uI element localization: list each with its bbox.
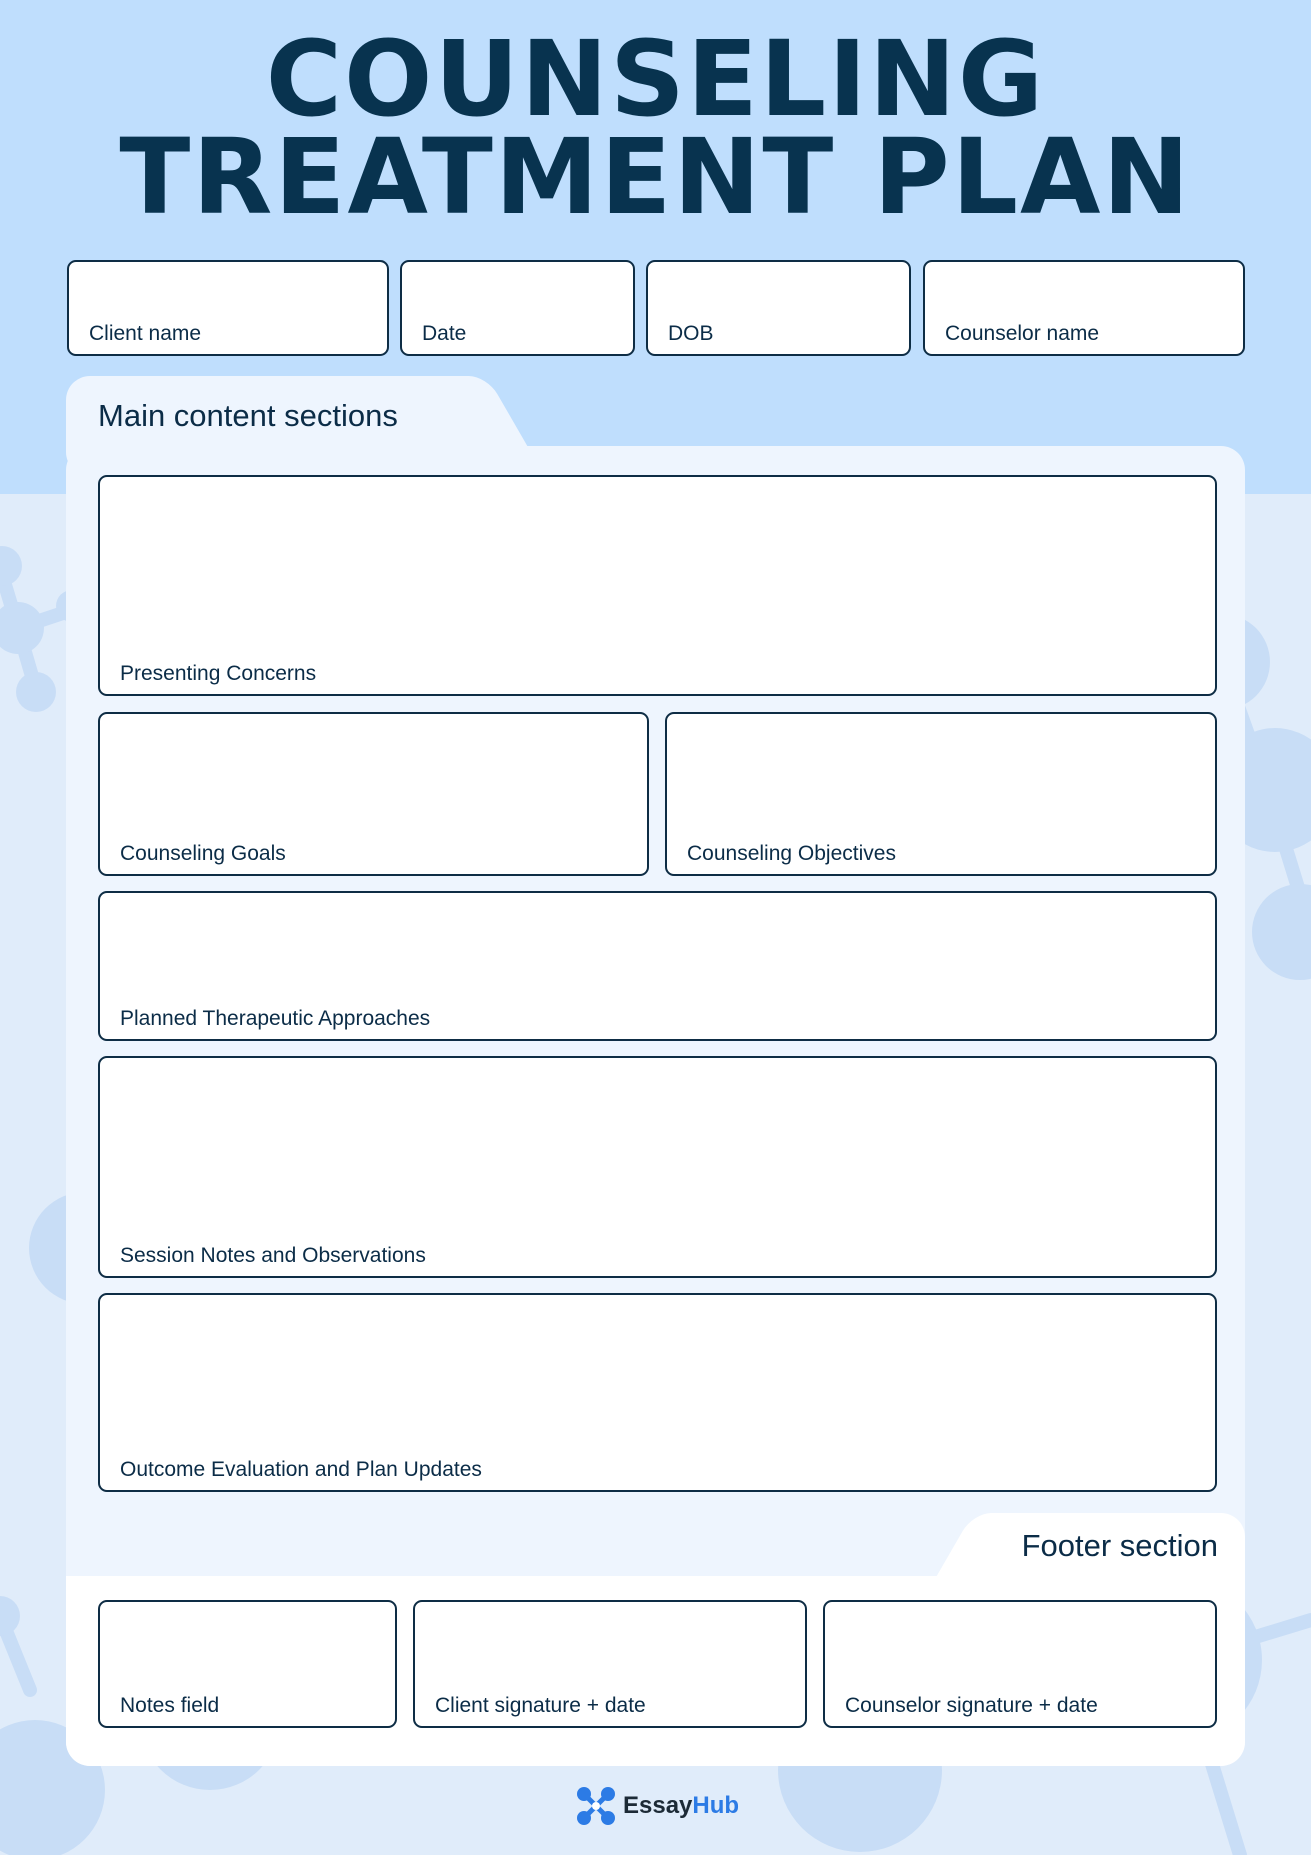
counseling-objectives-field[interactable] xyxy=(665,712,1217,876)
dob-field[interactable] xyxy=(646,260,911,356)
therapeutic-approaches-field[interactable] xyxy=(98,891,1217,1041)
counseling-goals-label: Counseling Goals xyxy=(120,842,286,865)
brand-name-part1: Essay xyxy=(623,1792,693,1819)
session-notes-field[interactable] xyxy=(98,1056,1217,1278)
counselor-signature-label: Counselor signature + date xyxy=(845,1694,1098,1717)
title-line-1: COUNSELING xyxy=(265,18,1046,140)
brand-name-part2: Hub xyxy=(692,1792,740,1819)
date-label: Date xyxy=(422,322,467,345)
footer-heading: Footer section xyxy=(1021,1528,1218,1563)
brand-name xyxy=(623,1792,739,1820)
outcome-evaluation-field[interactable] xyxy=(98,1293,1217,1492)
notes-field[interactable] xyxy=(98,1600,397,1728)
client-signature-label: Client signature + date xyxy=(435,1694,646,1717)
outcome-evaluation-label: Outcome Evaluation and Plan Updates xyxy=(120,1458,482,1481)
client-name-label: Client name xyxy=(89,322,202,345)
notes-label: Notes field xyxy=(120,1694,220,1717)
main-content-heading: Main content sections xyxy=(98,398,398,433)
client-signature-field[interactable] xyxy=(413,1600,807,1728)
brand-logo xyxy=(575,1784,739,1828)
dob-label: DOB xyxy=(668,322,714,345)
page-title xyxy=(0,18,1311,238)
presenting-concerns-field[interactable] xyxy=(98,475,1217,696)
counselor-name-field[interactable] xyxy=(923,260,1245,356)
date-field[interactable] xyxy=(400,260,635,356)
client-name-field[interactable] xyxy=(67,260,389,356)
title-line-2: TREATMENT PLAN xyxy=(119,116,1192,238)
therapeutic-approaches-label: Planned Therapeutic Approaches xyxy=(120,1007,431,1030)
counselor-name-label: Counselor name xyxy=(945,322,1100,345)
presenting-concerns-label: Presenting Concerns xyxy=(120,662,317,685)
counseling-objectives-label: Counseling Objectives xyxy=(687,842,896,865)
session-notes-label: Session Notes and Observations xyxy=(120,1244,426,1267)
counselor-signature-field[interactable] xyxy=(823,1600,1217,1728)
counseling-goals-field[interactable] xyxy=(98,712,649,876)
molecule-logo-icon xyxy=(575,1785,617,1827)
